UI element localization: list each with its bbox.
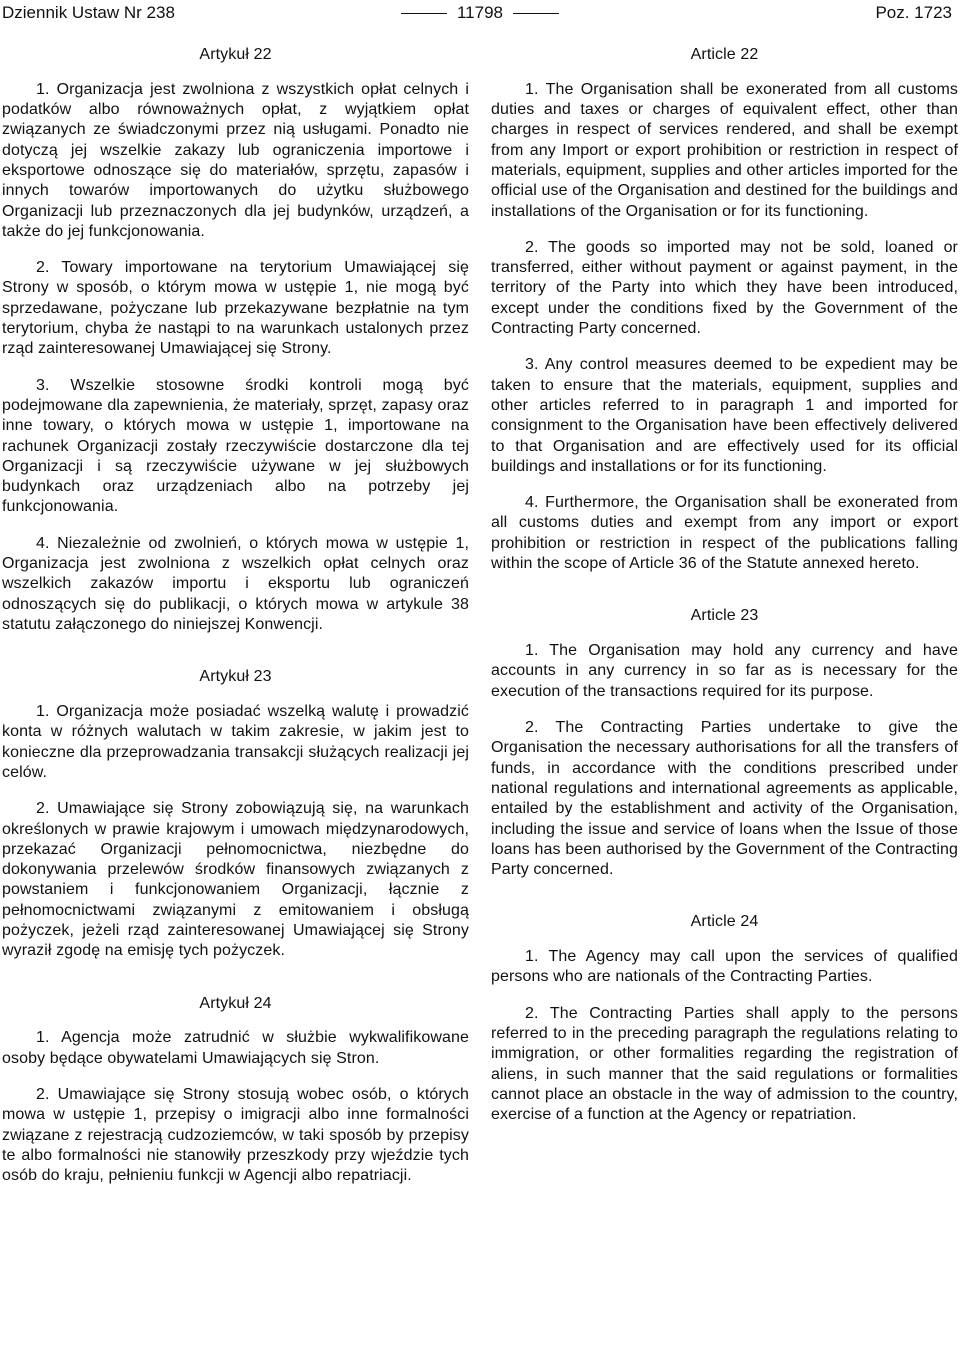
- article-24-pl: [2, 994, 469, 1187]
- article-24-en: [491, 912, 958, 1125]
- article-23-pl: [2, 667, 469, 961]
- article-title: Article 23: [690, 607, 759, 625]
- english-column: [491, 45, 958, 1142]
- article-title: Article 24: [690, 913, 759, 931]
- paragraph: 2. The Contracting Parties shall apply to the persons referred to in the preceding paragraph the regulations relating to immigration, or other formalities regarding the registration of aliens, in such manner that the said regulations or formalities cannot place an obstacle in the way of admission to the country, exercise of a function at the Agency or repatriation.: [491, 1004, 958, 1124]
- article-22-en: [491, 45, 958, 574]
- paragraph: 2. The Contracting Parties undertake to give the Organisation the necessary authorisations for all the transfers of funds, in accordance with the conditions prescribed under national regulations and international agreements as applicable, entailed by the establishment and activity of the Organisation, including the issue and service of loans when the Issue of those loans has been authorised by the Government of the Contracting Party concerned.: [491, 719, 958, 879]
- paragraph: 1. Organizacja może posiadać wszelką walutę i prowadzić konta w różnych walutach w takim zakresie, w jakim jest to konieczne dla przeprowadzania transakcji służących realizacji jej celów.: [2, 703, 469, 781]
- paragraph: 2. Umawiające się Strony stosują wobec osób, o których mowa w ustępie 1, przepisy o imigracji albo inne formalności związane z rejestracją cudzoziemców, w taki sposób by przepisy te albo formalności nie stanowiły przeszkody przy wjeździe tych osób do kraju, pełnieniu funkcji w Agencji albo repatriacji.: [2, 1085, 469, 1185]
- paragraph: 1. Agencja może zatrudnić w służbie wykwalifikowane osoby będące obywatelami Umawiających się Stron.: [2, 1029, 469, 1067]
- paragraph: 2. Towary importowane na terytorium Umawiającej się Strony w sposób, o którym mowa w ustępie 1, nie mogą być sprzedawane, pożyczane lub przekazywane bezpłatnie na tym terytorium, chyba że nastąpi to na warunkach ustalonych przez rząd zainteresowanej Umawiającej się Strony.: [2, 259, 469, 358]
- paragraph: 1. The Organisation shall be exonerated from all customs duties and taxes or charges of equivalent effect, other than charges in respect of services rendered, and shall be exempt from any Import or export prohibition or restriction in respect of materials, equipment, supplies and other articles imported for the official use of the Organisation and destined for the buildings and installations of the Organisation or for its functioning.: [491, 80, 958, 220]
- article-title: Artykuł 24: [199, 994, 272, 1012]
- paragraph: 1. The Organisation may hold any currency and have accounts in any currency in so far as is necessary for the execution of the transactions required for its purpose.: [491, 642, 958, 700]
- paragraph: 3. Wszelkie stosowne środki kontroli mogą być podejmowane dla zapewnienia, że materiały, sprzęt, zapasy oraz inne towary, o których mowa w ustępie 1, importowane na rachunek Organizacji zostały rzeczywiście dostarczone dla tej Organizacji i są rzeczywiście używane w jej służbowych budynkach oraz urządzeniach albo na potrzeby jej funkcjonowania.: [2, 376, 469, 516]
- paragraph: 4. Niezależnie od zwolnień, o których mowa w ustępie 1, Organizacja jest zwolniona z wszelkich opłat celnych oraz wszelkich zakazów importu i eksportu lub ograniczeń odnoszących się do publikacji, o których mowa w artykule 38 statutu załączonego do niniejszej Konwencji.: [2, 534, 469, 633]
- paragraph: 1. The Agency may call upon the services of qualified persons who are nationals of the Contracting Parties.: [491, 948, 958, 986]
- paragraph: 2. Umawiające się Strony zobowiązują się, na warunkach określonych w prawie krajowym i umowach międzynarodowych, przekazać Organizacji pełnomocnictwa, niezbędne do dokonywania przelewów środków finansowych związanych z powstaniem i funkcjonowaniem Organizacji, łącznie z pełnomocnictwami związanymi z emitowaniem i obsługą pożyczek, jeżeli rząd zainteresowanej Umawiającej się Strony wyraził zgodę na emisję tych pożyczek.: [2, 800, 469, 960]
- journal-title: Dziennik Ustaw Nr 238: [2, 3, 175, 22]
- article-title: Artykuł 22: [199, 46, 272, 63]
- paragraph: 2. The goods so imported may not be sold, loaned or transferred, either without payment or against payment, in the territory of the Party into which they have been introduced, except under the conditions fixed by the Government of the Contracting Party concerned.: [491, 238, 958, 338]
- polish-column: [2, 45, 469, 1202]
- article-22-pl: [2, 45, 469, 635]
- paragraph: 4. Furthermore, the Organisation shall be exonerated from all customs duties and exempt from any import or export prohibition or restriction in respect of the publications falling within the scope of Article 36 of the Statute annexed hereto.: [491, 494, 958, 573]
- position-number: Poz. 1723: [875, 3, 952, 22]
- paragraph: 1. Organizacja jest zwolniona z wszystkich opłat celnych i podatków albo równoważnych opłat, z wyjątkiem opłat związanych ze świadczonymi przez nią usługami. Ponadto nie dotyczą jej wszelkie zakazy lub ograniczenia importowe i eksportowe odnoszące się do materiałów, sprzętu, zapasów i innych towarów importowanych do użytku służbowego Organizacji lub przeznaczonych dla jej budynków, urządzeń, a także do jej funkcjonowania.: [2, 80, 469, 240]
- article-title: Article 22: [690, 46, 759, 63]
- dash-left: [401, 13, 447, 14]
- paragraph: 3. Any control measures deemed to be expedient may be taken to ensure that the materials, equipment, supplies and other articles referred to in paragraph 1 and imported for consignment to the Organisation have been effectively delivered to that Organisation and are effectively used for its official buildings and installations or for its functioning.: [491, 356, 958, 475]
- dash-right: [513, 13, 559, 14]
- article-23-en: [491, 606, 958, 880]
- page-header: [0, 0, 960, 24]
- article-title: Artykuł 23: [199, 668, 272, 686]
- page-number-wrapper: [0, 2, 960, 24]
- page-number: 11798: [456, 3, 503, 22]
